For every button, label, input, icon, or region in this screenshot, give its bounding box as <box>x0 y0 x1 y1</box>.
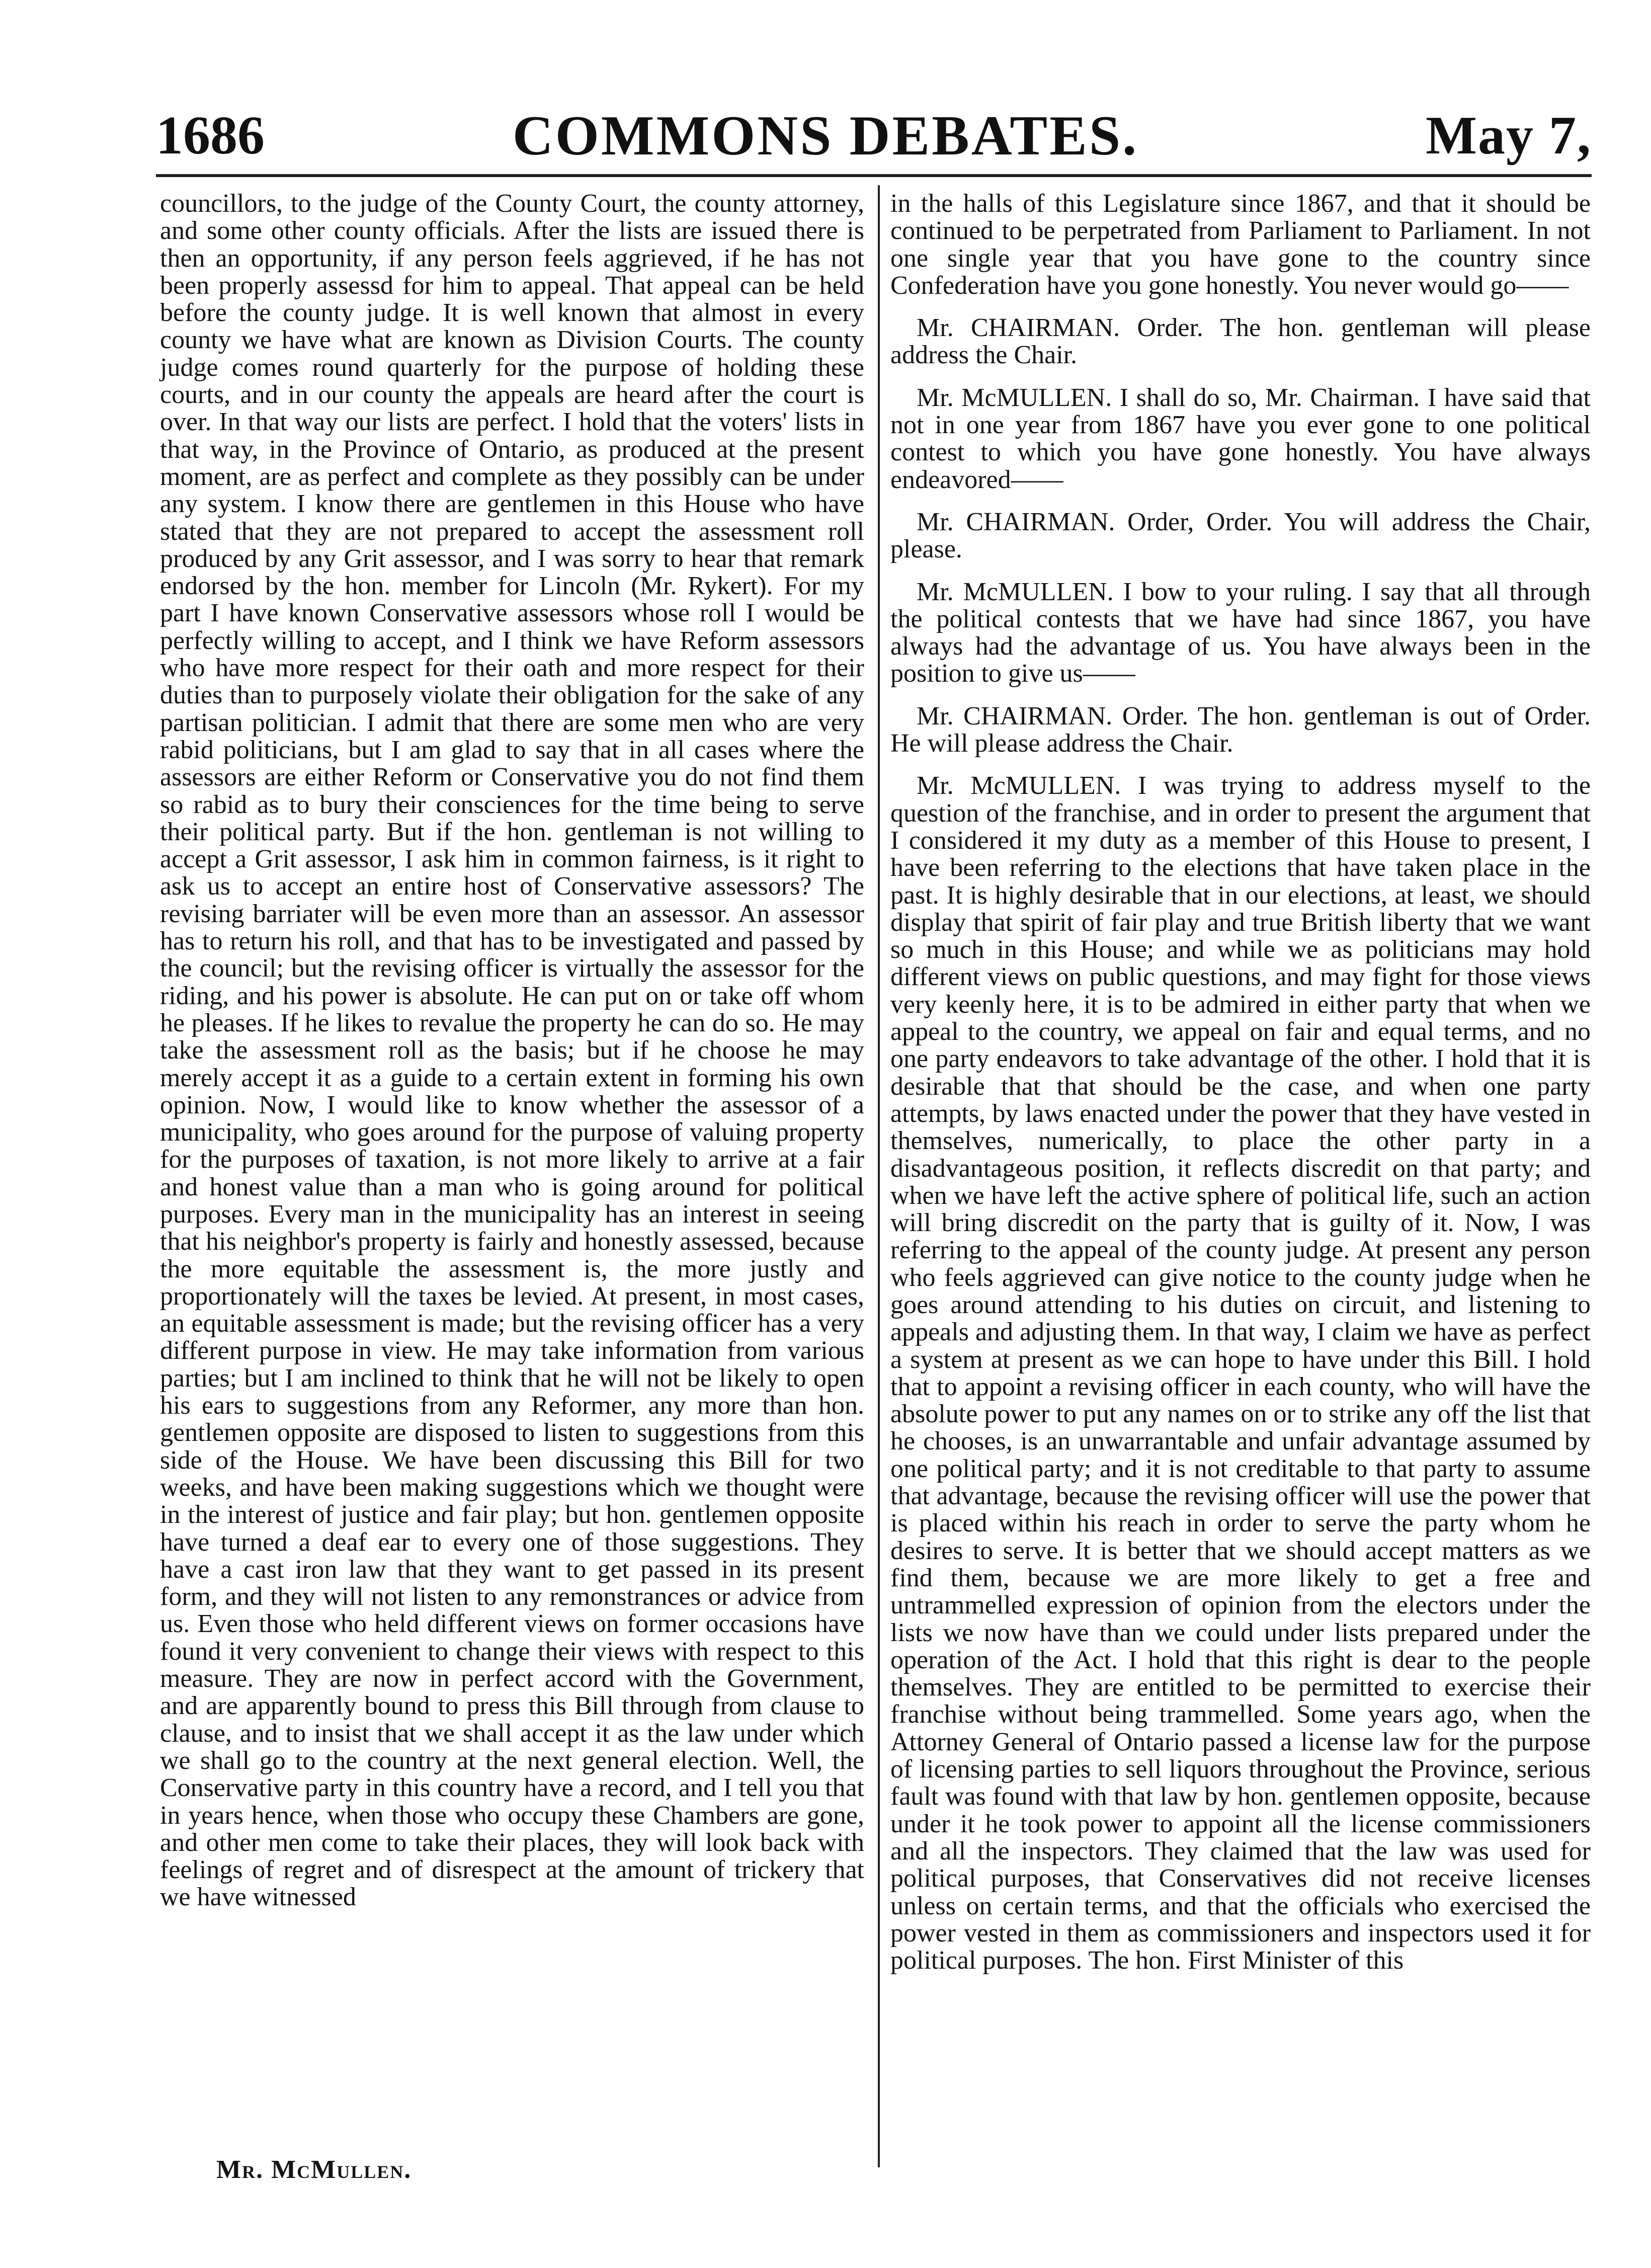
column-divider <box>878 185 880 2167</box>
speech-text: Order, Order. You will address the Chair, please. <box>890 507 1591 564</box>
left-column-paragraph: councillors, to the judge of the County Court, the county attorney, and some other county officials. After the lists are issued there is then an opportunity, if any person feels aggrieved, if he has not been properly assessd for him to appeal. That appeal can be held before the county judge. It is well known that almost in every county we have what are known as Division Courts. The county judge comes round quarterly for the purpose of holding these courts, and in our county the appeals are heard after the court is over. In that way our lists are perfect. I hold that the voters' lists in that way, in the Province of Ontario, as produced at the present moment, are as perfect and complete as they possibly can be under any system. I know there are gentlemen in this House who have stated that they are not prepared to accept the assessment roll produced by any Grit assessor, and I was sorry to hear that remark endorsed by the hon. member for Lincoln (Mr. Rykert). For my part I have known Conservative assessors whose roll I would be perfectly willing to accept, and I think we have Reform assessors who have more respect for their oath and more respect for their duties than to purposely violate their obligation for the sake of any partisan politician. I admit that there are some men who are very rabid politicians, but I am glad to say that in all cases where the assessors are either Reform or Conservative you do not find them so rabid as to bury their consciences for the time being to serve their political party. But if the hon. gentleman is not willing to accept a Grit assessor, I ask him in common fairness, is it right to ask us to accept an entire host of Conservative assessors? The revising barriater will be even more than an assessor. An assessor has to return his roll, and that has to be investigated and passed by the council; but the revising officer is virtually the assessor for the riding, and his power is absolute. He can put on or take off whom he pleases. If he likes to revalue the property he can do so. He may take the assessment roll as the basis; but if he choose he may merely accept it as a guide to a certain extent in forming his own opinion. Now, I would like to know whether the assessor of a municipality, who goes around for the purpose of valuing property for the purposes of taxation, is not more likely to arrive at a fair and honest value than a man who is going around for political purposes. Every man in the municipality has an interest in seeing that his neighbor's property is fairly and honestly assessed, because the more equitable the assessment is, the more justly and proportionately will the taxes be levied. At present, in most cases, an equitable assessment is made; but the revising officer has a very different purpose in view. He may take information from various parties; but I am inclined to think that he will not be likely to open his ears to suggestions from any Reformer, any more than hon. gentlemen opposite are disposed to listen to suggestions from this side of the House. We have been discussing this Bill for two weeks, and have been making suggestions which we thought were in the interest of justice and fair play; but hon. gentlemen opposite have turned a deaf ear to every one of those suggestions. They have a cast iron law that they want to get passed in its present form, and they will not listen to any remonstrances or advice from us. Even those who held different views on former occasions have found it very convenient to change their views with respect to this measure. They are now in perfect accord with the Government, and are apparently bound to press this Bill through from clause to clause, and to insist that we shall accept it as the law under which we shall go to the country at the next general election. Well, the Conservative party in this country have a record, and I tell you that in years hence, when those who occupy these Chambers are gone, and other men come to take their places, they will look back with feelings of regret and of disrespect at the amount of trickery that we have witnessed <box>160 189 864 1912</box>
header-rule <box>156 174 1592 177</box>
speech-text: I bow to your ruling. I say that all through the political contests that we have had since 1867, you have always had the advantage of us. You have always been in the position to give us—— <box>890 577 1591 688</box>
exchange-paragraph <box>890 579 1591 688</box>
speaker-name: Mr. CHAIRMAN. <box>917 507 1115 536</box>
left-column <box>160 190 864 1911</box>
speaker-name: Mr. McMULLEN. <box>917 383 1112 412</box>
speech-text: I shall do so, Mr. Chairman. I have said that not in one year from 1867 have you ever gone to one political contest to which you have gone honestly. You have always endeavored—— <box>890 383 1591 494</box>
speech-text: Order. The hon. gentleman is out of Order. He will please address the Chair. <box>890 701 1591 758</box>
speaker-name: Mr. McMULLEN. <box>917 577 1114 606</box>
right-column <box>890 190 1591 1974</box>
header-date: May 7, <box>1426 106 1592 166</box>
exchange-paragraph <box>890 314 1591 369</box>
speaker-signature: Mr. McMullen. <box>216 2155 412 2184</box>
speaker-name: Mr. CHAIRMAN. <box>917 313 1120 343</box>
speech-text: I was trying to address myself to the question of the franchise, and in order to present the argument that I considered it my duty as a member of this House to present, I have been referring to the elections that have taken place in the past. It is highly desirable that in our elections, at least, we should display that spirit of fair play and true British liberty that we want so much in this House; and while we as politicians may hold different views on public questions, and may fight for those views very keenly here, it is to be admired in either party that when we appeal to the country, we appeal on fair and equal terms, and no one party endeavors to take advantage of the other. I hold that it is desirable that that should be the case, and when one party attempts, by laws enacted under the power that they have vested in themselves, numerically, to place the other party in a disadvantageous position, it reflects discredit on that party; and when we have left the active sphere of political life, such an action will bring discredit on the party that is guilty of it. Now, I was referring to the appeal of the county judge. At present any person who feels aggrieved can give notice to the county judge when he goes around attending to his duties on circuit, and listening to appeals and adjusting them. In that way, I claim we have as perfect a system at present as we can hope to have under this Bill. I hold that to appoint a revising officer in each county, who will have the absolute power to put any names on or to strike any off the list that he chooses, is an unwarrantable and unfair advantage assumed by one political party; and it is not creditable to that party to assume that advantage, because the revising officer will use the power that is placed within his reach in order to serve the party whom he desires to serve. It is better that we should accept matters as we find them, because we are more likely to get a free and untrammelled expression of opinion from the electors under the lists we now have than we could under lists prepared under the operation of the Act. I hold that this right is dear to the people themselves. They are entitled to be permitted to exercise their franchise without being trammelled. Some years ago, when the Attorney General of Ontario passed a license law for the purpose of licensing parties to sell liquors throughout the Province, serious fault was found with that law by hon. gentlemen opposite, because under it he took power to appoint all the license commissioners and all the inspectors. They claimed that the law was used for political purposes, that Conservatives did not receive licenses unless on certain terms, and that the officials who exercised the power vested in them as commissioners and inspectors used it for political purposes. The hon. First Minister of this <box>890 771 1591 1975</box>
right-column-continuation: in the halls of this Legislature since 1867, and that it should be continued to be perpetrated from Parliament to Parliament. In not one single year that you have gone to the country since Confederation have you gone honestly. You never would go—— <box>890 189 1591 300</box>
speech-text: Order. The hon. gentleman will please address the Chair. <box>890 313 1591 370</box>
page-title: COMMONS DEBATES. <box>512 105 1139 167</box>
exchange-paragraph <box>890 772 1591 1974</box>
exchange-paragraph <box>890 384 1591 494</box>
page-number: 1686 <box>156 106 265 166</box>
speaker-name: Mr. CHAIRMAN. <box>917 701 1113 731</box>
exchange-paragraph <box>890 703 1591 758</box>
speaker-name: Mr. McMULLEN. <box>917 771 1121 800</box>
exchange-paragraph <box>890 509 1591 563</box>
